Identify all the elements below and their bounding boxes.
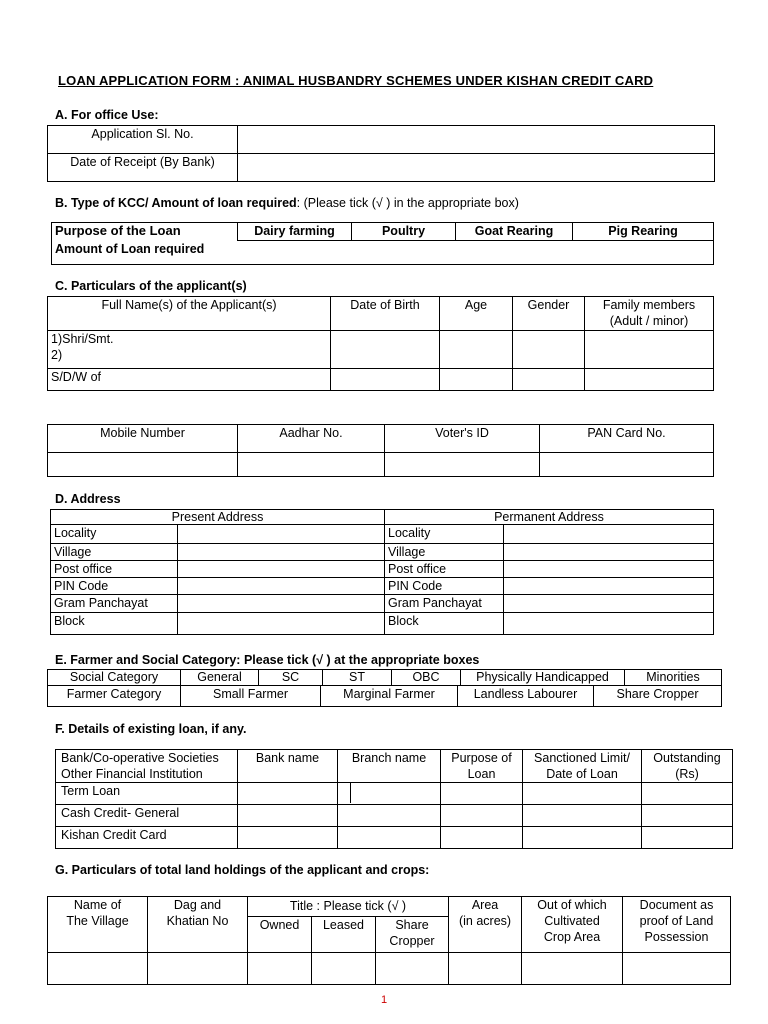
col-outstanding-line2: (Rs) (675, 767, 699, 781)
option-dairy-farming[interactable]: Dairy farming (238, 223, 352, 241)
permanent-address-header: Permanent Address (385, 510, 714, 525)
col-sanctioned-line2: Date of Loan (546, 767, 618, 781)
kcc-purpose-field[interactable] (441, 827, 523, 849)
farmer-category-table (47, 685, 722, 707)
village-field[interactable] (48, 953, 148, 985)
col-cult-line2: Cultivated (544, 914, 600, 928)
area-field[interactable] (449, 953, 522, 985)
term-loan-purpose-field[interactable] (441, 783, 523, 805)
col-gender: Gender (513, 297, 585, 331)
col-cultivated (522, 897, 623, 953)
col-purpose-line2: Loan (467, 767, 496, 781)
col-pan-card-no: PAN Card No. (540, 425, 714, 453)
col-full-name: Full Name(s) of the Applicant(s) (48, 297, 331, 331)
applicant-table (47, 296, 714, 391)
social-category-label: Social Category (48, 670, 181, 686)
present-locality-label: Locality (51, 525, 178, 544)
col-cult-line1: Out of which (537, 898, 607, 912)
mobile-number-field[interactable] (48, 453, 238, 477)
document-field[interactable] (623, 953, 731, 985)
col-family-members (585, 297, 714, 331)
option-goat-rearing[interactable]: Goat Rearing (456, 223, 573, 241)
present-address-header: Present Address (51, 510, 385, 525)
present-block-field[interactable] (178, 613, 385, 635)
col-doc-line1: Document as (639, 898, 714, 912)
applicant-names-cell[interactable] (48, 331, 331, 369)
sdw-age-field[interactable] (440, 369, 513, 391)
leased-field[interactable] (312, 953, 376, 985)
permanent-block-field[interactable] (504, 613, 714, 635)
kcc-sanctioned-field[interactable] (523, 827, 642, 849)
permanent-post-office-label: Post office (385, 561, 504, 578)
col-purpose-line1: Purpose of (451, 751, 512, 765)
term-loan-label: Term Loan (56, 783, 238, 805)
col-bank-line1: Bank/Co-operative Societies (61, 751, 219, 765)
permanent-locality-label: Locality (385, 525, 504, 544)
family-members-field[interactable] (585, 331, 714, 369)
col-share-cropper[interactable] (376, 917, 449, 953)
col-family-members-line2: (Adult / minor) (609, 314, 689, 328)
sdw-of-label[interactable]: S/D/W of (48, 369, 331, 391)
permanent-pin-code-label: PIN Code (385, 578, 504, 595)
cash-credit-branch-field[interactable] (338, 805, 441, 827)
col-dag-khatian (148, 897, 248, 953)
cultivated-field[interactable] (522, 953, 623, 985)
cash-credit-purpose-field[interactable] (441, 805, 523, 827)
date-of-receipt-label: Date of Receipt (By Bank) (48, 154, 238, 182)
address-table (50, 509, 714, 635)
sdw-family-field[interactable] (585, 369, 714, 391)
option-small-farmer[interactable]: Small Farmer (181, 686, 321, 707)
col-outstanding (642, 750, 733, 783)
loan-type-table (51, 222, 714, 265)
present-gram-panchayat-label: Gram Panchayat (51, 595, 178, 613)
amount-of-loan-label: Amount of Loan required (52, 241, 238, 265)
col-bank-institution (56, 750, 238, 783)
pan-card-no-field[interactable] (540, 453, 714, 477)
present-village-field[interactable] (178, 544, 385, 561)
permanent-gram-panchayat-label: Gram Panchayat (385, 595, 504, 613)
option-sc[interactable]: SC (259, 670, 323, 686)
permanent-village-label: Village (385, 544, 504, 561)
cash-credit-outstanding-field[interactable] (642, 805, 733, 827)
col-branch-name: Branch name (338, 750, 441, 783)
dob-field[interactable] (331, 331, 440, 369)
applicant-1-label: 1)Shri/Smt. (51, 332, 114, 346)
permanent-locality-field[interactable] (504, 525, 714, 544)
col-doc-line3: Possession (644, 930, 709, 944)
section-g-heading: G. Particulars of total land holdings of the applicant and crops: (55, 863, 430, 877)
aadhar-no-field[interactable] (238, 453, 385, 477)
col-document (623, 897, 731, 953)
office-use-table (47, 125, 715, 182)
option-landless-labourer[interactable]: Landless Labourer (458, 686, 594, 707)
section-f-heading: F. Details of existing loan, if any. (55, 722, 247, 736)
col-cult-line3: Crop Area (543, 930, 601, 944)
owned-field[interactable] (248, 953, 312, 985)
permanent-post-office-field[interactable] (504, 561, 714, 578)
term-loan-bank-field[interactable] (238, 783, 338, 805)
col-mobile-number: Mobile Number (48, 425, 238, 453)
option-marginal-farmer[interactable]: Marginal Farmer (321, 686, 458, 707)
cash-credit-sanctioned-field[interactable] (523, 805, 642, 827)
land-holdings-table (47, 896, 731, 985)
farmer-category-label: Farmer Category (48, 686, 181, 707)
option-general[interactable]: General (181, 670, 259, 686)
permanent-pin-code-field[interactable] (504, 578, 714, 595)
col-age: Age (440, 297, 513, 331)
kcc-bank-field[interactable] (238, 827, 338, 849)
permanent-gram-panchayat-field[interactable] (504, 595, 714, 613)
col-share-line1: Share (395, 918, 429, 932)
id-numbers-table (47, 424, 714, 477)
present-post-office-field[interactable] (178, 561, 385, 578)
present-pin-code-label: PIN Code (51, 578, 178, 595)
gender-field[interactable] (513, 331, 585, 369)
kishan-credit-card-label: Kishan Credit Card (56, 827, 238, 849)
option-st[interactable]: ST (323, 670, 392, 686)
col-voters-id: Voter's ID (385, 425, 540, 453)
col-area (449, 897, 522, 953)
option-physically-handicapped[interactable]: Physically Handicapped (461, 670, 625, 686)
permanent-block-label: Block (385, 613, 504, 635)
col-bank-line2: Other Financial Institution (61, 767, 203, 781)
section-c-heading: C. Particulars of the applicant(s) (55, 279, 247, 293)
col-sanctioned-limit (523, 750, 642, 783)
section-a-heading: A. For office Use: (55, 108, 159, 122)
application-sl-no-label: Application Sl. No. (48, 126, 238, 154)
dag-khatian-field[interactable] (148, 953, 248, 985)
age-field[interactable] (440, 331, 513, 369)
application-sl-no-field[interactable] (238, 126, 715, 154)
col-leased[interactable]: Leased (312, 917, 376, 953)
cash-credit-label: Cash Credit- General (56, 805, 238, 827)
option-share-cropper[interactable]: Share Cropper (594, 686, 722, 707)
present-block-label: Block (51, 613, 178, 635)
col-village-line2: The Village (66, 914, 129, 928)
section-b-title: B. Type of KCC/ Amount of loan required (55, 196, 297, 210)
present-locality-field[interactable] (178, 525, 385, 544)
applicant-2-label: 2) (51, 348, 63, 362)
present-post-office-label: Post office (51, 561, 178, 578)
col-dag-line2: Khatian No (166, 914, 229, 928)
kcc-branch-field[interactable] (338, 827, 441, 849)
cash-credit-bank-field[interactable] (238, 805, 338, 827)
col-name-of-village (48, 897, 148, 953)
term-loan-outstanding-field[interactable] (642, 783, 733, 805)
existing-loan-table (55, 749, 733, 849)
col-date-of-birth: Date of Birth (331, 297, 440, 331)
option-obc[interactable]: OBC (392, 670, 461, 686)
option-poultry[interactable]: Poultry (352, 223, 456, 241)
col-sanctioned-line1: Sanctioned Limit/ (534, 751, 630, 765)
col-family-members-line1: Family members (602, 298, 696, 312)
col-owned[interactable]: Owned (248, 917, 312, 953)
form-title: LOAN APPLICATION FORM : ANIMAL HUSBANDRY SCHEMES UNDER KISHAN CREDIT CARD (58, 73, 654, 88)
term-loan-branch-divider (350, 783, 440, 803)
sdw-gender-field[interactable] (513, 369, 585, 391)
col-aadhar-no: Aadhar No. (238, 425, 385, 453)
section-e-heading: E. Farmer and Social Category: Please tick (√ ) at the appropriate boxes (55, 653, 480, 667)
col-purpose-of-loan (441, 750, 523, 783)
present-gram-panchayat-field[interactable] (178, 595, 385, 613)
col-outstanding-line1: Outstanding (653, 751, 721, 765)
present-village-label: Village (51, 544, 178, 561)
col-dag-line1: Dag and (173, 898, 222, 912)
permanent-village-field[interactable] (504, 544, 714, 561)
date-of-receipt-field[interactable] (238, 154, 715, 182)
share-cropper-field[interactable] (376, 953, 449, 985)
col-doc-line2: proof of Land (639, 914, 714, 928)
section-b-heading (55, 196, 519, 210)
voters-id-field[interactable] (385, 453, 540, 477)
option-pig-rearing[interactable]: Pig Rearing (573, 223, 714, 241)
col-village-line1: Name of (73, 898, 122, 912)
sdw-dob-field[interactable] (331, 369, 440, 391)
col-title: Title : Please tick (√ ) (248, 897, 449, 917)
amount-of-loan-field[interactable] (238, 241, 714, 265)
section-b-note: : (Please tick (√ ) in the appropriate box) (296, 196, 519, 210)
term-loan-branch-field[interactable] (338, 783, 441, 805)
col-area-line1: Area (471, 898, 499, 912)
col-area-line2: (in acres) (458, 914, 512, 928)
present-pin-code-field[interactable] (178, 578, 385, 595)
social-category-table (47, 669, 722, 686)
col-bank-name: Bank name (238, 750, 338, 783)
kcc-outstanding-field[interactable] (642, 827, 733, 849)
page-number: 1 (380, 994, 388, 1006)
section-d-heading: D. Address (55, 492, 121, 506)
purpose-of-loan-label: Purpose of the Loan (52, 223, 238, 241)
col-share-line2: Cropper (389, 934, 435, 948)
option-minorities[interactable]: Minorities (625, 670, 722, 686)
term-loan-sanctioned-field[interactable] (523, 783, 642, 805)
